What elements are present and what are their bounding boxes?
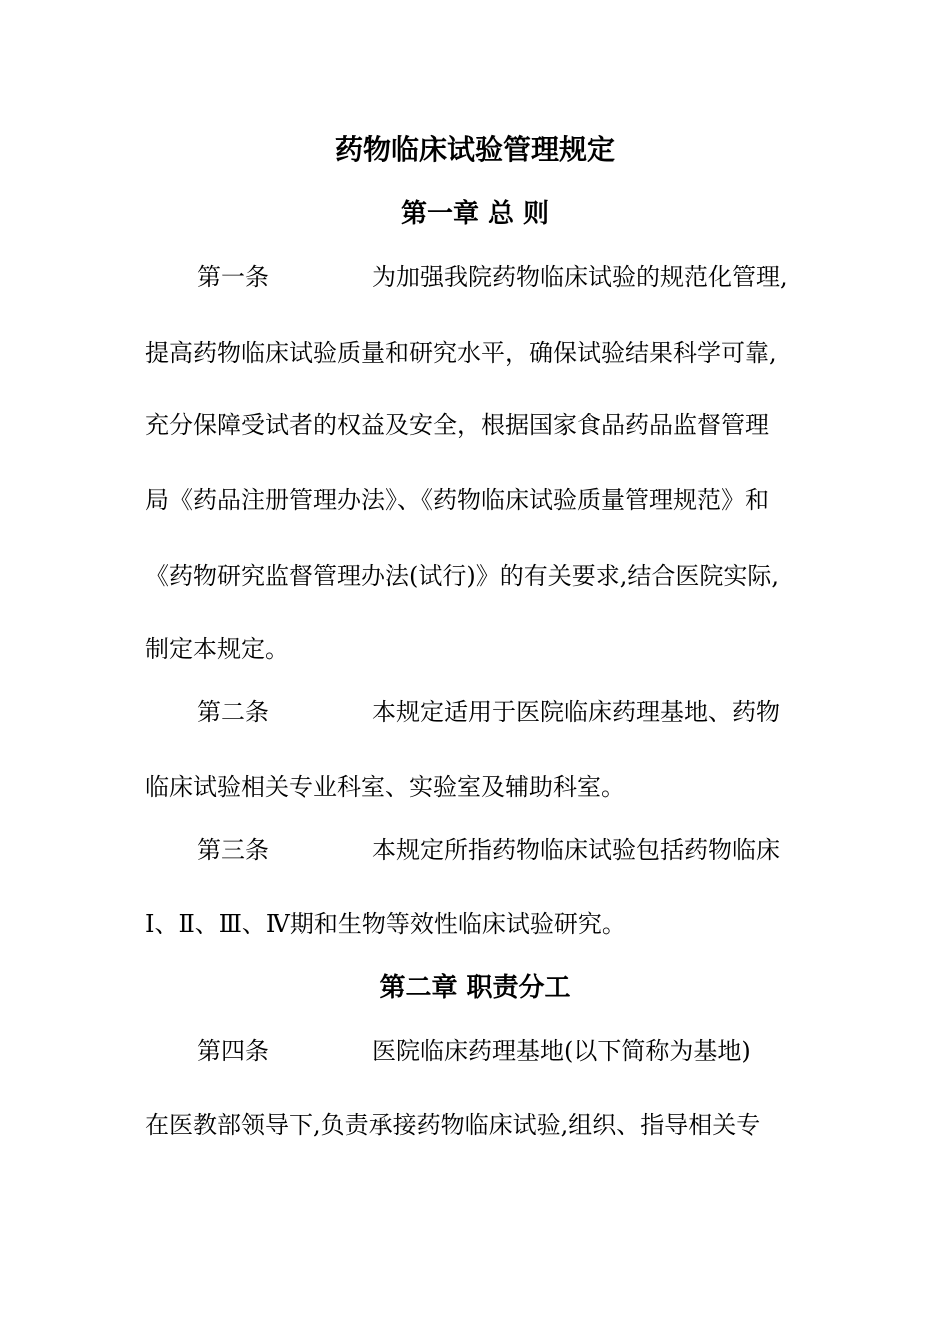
- article-2-line-1: 本规定适用于医院临床药理基地、药物: [372, 698, 780, 726]
- article-1-line-1: 为加强我院药物临床试验的规范化管理,: [372, 263, 788, 291]
- chapter-1-heading: 第一章 总 则: [400, 199, 550, 229]
- article-3-line-1: 本规定所指药物临床试验包括药物临床: [372, 836, 780, 864]
- article-4-number: 第四条: [197, 1037, 269, 1065]
- article-1-line-5: 《药物研究监督管理办法(试行)》的有关要求,结合医院实际,: [145, 562, 779, 590]
- article-2-number: 第二条: [197, 698, 269, 726]
- article-1-line-2: 提高药物临床试验质量和研究水平，确保试验结果科学可靠,: [145, 339, 777, 367]
- article-4-line-1: 医院临床药理基地(以下简称为基地): [372, 1037, 751, 1065]
- article-2-line-2: 临床试验相关专业科室、实验室及辅助科室。: [145, 773, 625, 801]
- article-1-line-4: 局《药品注册管理办法》、《药物临床试验质量管理规范》和: [145, 486, 769, 514]
- article-4-line-2: 在医教部领导下,负责承接药物临床试验,组织、指导相关专: [145, 1111, 761, 1139]
- article-3-line-2: Ⅰ、Ⅱ、Ⅲ、Ⅳ期和生物等效性临床试验研究。: [145, 910, 626, 938]
- article-1-number: 第一条: [197, 263, 269, 291]
- chapter-2-heading: 第二章 职责分工: [379, 973, 571, 1003]
- article-3-number: 第三条: [197, 836, 269, 864]
- article-1-line-6: 制定本规定。: [145, 635, 289, 663]
- document-title: 药物临床试验管理规定: [334, 133, 615, 166]
- article-1-line-3: 充分保障受试者的权益及安全，根据国家食品药品监督管理: [145, 411, 769, 439]
